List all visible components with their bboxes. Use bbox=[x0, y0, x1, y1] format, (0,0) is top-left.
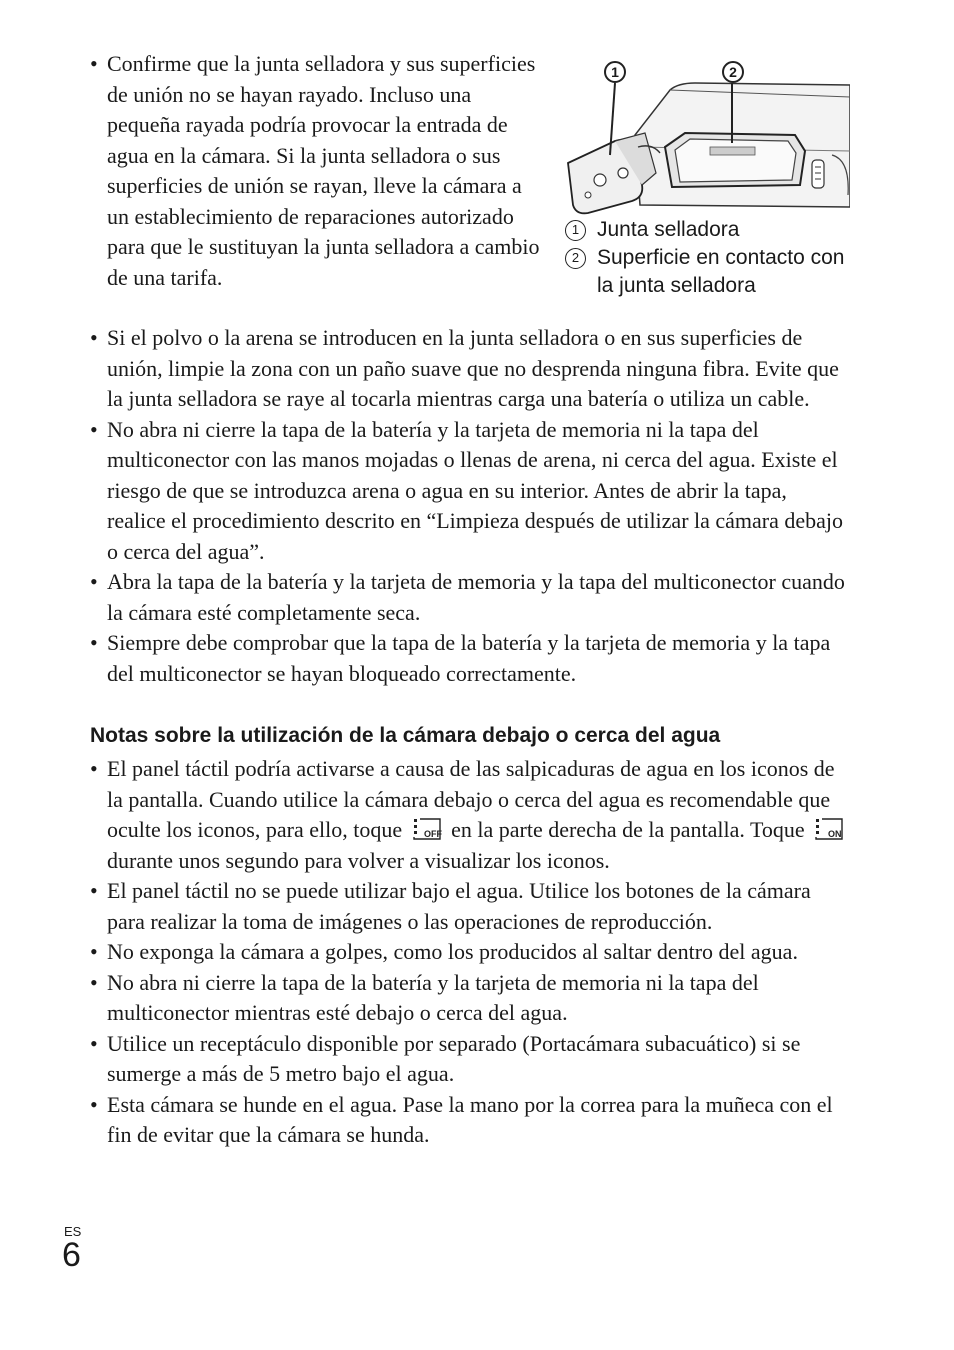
list-item: • Si el polvo o la arena se introducen en la junta selladora o en sus superficies de unión, limpie la zona con un paño suave que no desprenda ninguna fibra. Evite que la junta selladora se raye al tocarla mientras carga una batería o utiliza un cable. bbox=[90, 323, 850, 415]
list-item: • No abra ni cierre la tapa de la batería y la tarjeta de memoria ni la tapa del multiconector mientras esté debajo o cerca del agua. bbox=[90, 968, 850, 1029]
svg-text:OFF: OFF bbox=[423, 829, 442, 839]
list-item: • El panel táctil no se puede utilizar bajo el agua. Utilice los botones de la cámara para realizar la toma de imágenes o las operaciones de reproducción. bbox=[90, 876, 850, 937]
legend-text: Superficie en contacto con la junta selladora bbox=[597, 246, 845, 297]
list-item: • Confirme que la junta selladora y sus superficies de unión no se hayan rayado. Incluso una pequeña rayada podría provocar la entrada de agua en la cámara. Si la junta selladora o sus superficies de unión se rayan, lleve la cámara a un establecimiento de reparaciones autorizado para que le sustituyan la junta selladora a cambio de una tarifa. bbox=[90, 49, 540, 293]
list-text: durante unos segundo para volver a visualizar los iconos. bbox=[107, 847, 610, 873]
legend-item bbox=[565, 244, 865, 300]
list-text: en la parte derecha de la pantalla. Toque bbox=[451, 817, 805, 842]
legend-number: 2 bbox=[565, 248, 586, 269]
svg-text:ON: ON bbox=[828, 829, 842, 839]
list-text: El panel táctil podría activarse a causa de las salpicaduras de agua en los iconos de la pantalla. Cuando utilice la cámara debajo o cerca del agua es recomendable que oculte los iconos, para ello, toque bbox=[107, 756, 835, 842]
underwater-notes-list bbox=[90, 754, 850, 1151]
list-item bbox=[90, 754, 850, 876]
callout-2: 2 bbox=[722, 61, 744, 83]
legend-text: Junta selladora bbox=[597, 218, 740, 241]
display-off-icon bbox=[412, 817, 442, 841]
list-item: • Utilice un receptáculo disponible por separado (Portacámara subacuático) si se sumerge a más de 5 metro bajo el agua. bbox=[90, 1029, 850, 1090]
list-item: • No abra ni cierre la tapa de la batería y la tarjeta de memoria ni la tapa del multiconector con las manos mojadas o llenas de arena, ni cerca del agua. Existe el riesgo de que se introduzca arena o agua en su interior. Antes de abrir la tapa, realice el procedimiento descrito en “Limpieza después de utilizar la cámara debajo o cerca del agua”. bbox=[90, 415, 850, 568]
list-item: • No exponga la cámara a golpes, como los producidos al saltar dentro del agua. bbox=[90, 937, 850, 968]
camera-seal-figure bbox=[560, 55, 850, 215]
section-heading: Notas sobre la utilización de la cámara debajo o cerca del agua bbox=[90, 724, 721, 747]
language-code: ES bbox=[64, 1224, 82, 1239]
camera-illustration bbox=[560, 55, 850, 215]
callout-1: 1 bbox=[604, 61, 626, 83]
display-on-icon bbox=[814, 817, 844, 841]
list-item: • Abra la tapa de la batería y la tarjeta de memoria y la tapa del multiconector cuando la cámara esté completamente seca. bbox=[90, 567, 850, 628]
figure-legend bbox=[565, 216, 865, 300]
page-number: 6 bbox=[62, 1236, 81, 1274]
list-item: • Esta cámara se hunde en el agua. Pase la mano por la correa para la muñeca con el fin de evitar que la cámara se hunda. bbox=[90, 1090, 850, 1151]
top-bullet-list bbox=[90, 49, 540, 293]
list-item: • Siempre debe comprobar que la tapa de la batería y la tarjeta de memoria y la tapa del multiconector se hayan bloqueado correctamente. bbox=[90, 628, 850, 689]
legend-item bbox=[565, 216, 865, 244]
main-bullet-list bbox=[90, 323, 850, 689]
legend-number: 1 bbox=[565, 220, 586, 241]
